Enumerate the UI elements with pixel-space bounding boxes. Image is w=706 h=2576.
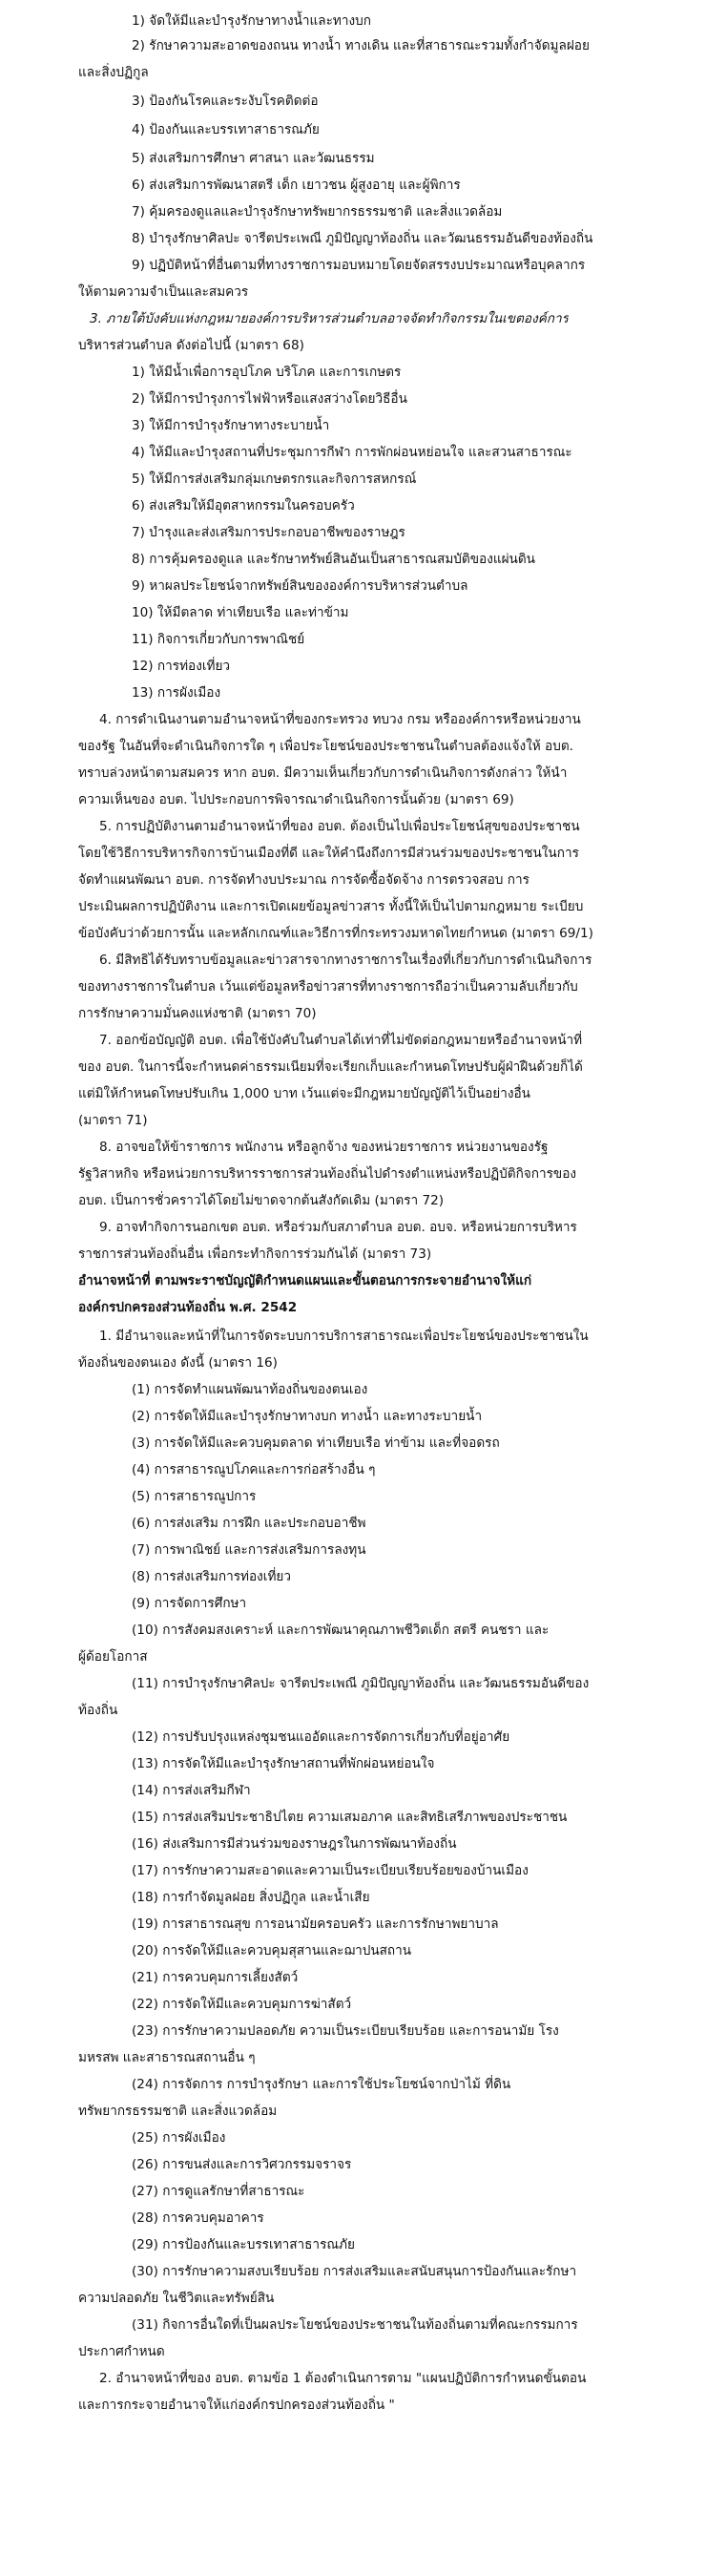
text-line: 9) หาผลประโยชน์จากทรัพย์สินขององค์การบริหารส่วนตำบล <box>132 577 468 594</box>
text-line: 9) ปฏิบัติหน้าที่อื่นตามที่ทางราชการมอบหมายโดยจัดสรรงบประมาณหรือบุคลากร <box>132 257 586 273</box>
text-line: 6) ส่งเสริมให้มีอุตสาหกรรมในครอบครัว <box>132 497 355 513</box>
text-line: (22) การจัดให้มีและควบคุมการฆ่าสัตว์ <box>132 1996 352 2012</box>
text-line: 2) ให้มีการบำรุงการไฟฟ้าหรือแสงสว่างโดยวิธีอื่น <box>132 390 407 407</box>
text-line: 7) บำรุงและส่งเสริมการประกอบอาชีพของราษฎร <box>132 524 405 540</box>
text-line: (27) การดูแลรักษาที่สาธารณะ <box>132 2183 305 2199</box>
text-line: (16) ส่งเสริมการมีส่วนร่วมของราษฎรในการพัฒนาท้องถิ่น <box>132 1835 457 1852</box>
text-line: 5) ให้มีการส่งเสริมกลุ่มเกษตรกรและกิจการสหกรณ์ <box>132 471 417 487</box>
section-heading-line: อำนาจหน้าที่ ตามพระราชบัญญัติกำหนดแผนและขั้นตอนการกระจายอำนาจให้แก่ <box>78 1272 532 1288</box>
text-line: (21) การควบคุมการเลี้ยงสัตว์ <box>132 1969 299 1985</box>
text-line: (11) การบำรุงรักษาศิลปะ จารีตประเพณี ภูมิปัญญาท้องถิ่น และวัฒนธรรมอันดีของ <box>132 1675 590 1691</box>
text-line: ความเห็นของ อบต. ไปประกอบการพิจารณาดำเนินกิจการนั้นด้วย (มาตรา 69) <box>78 791 514 807</box>
text-line: มหรสพ และสาธารณสถานอื่น ๆ <box>78 2049 256 2065</box>
text-line: (10) การสังคมสงเคราะห์ และการพัฒนาคุณภาพชีวิตเด็ก สตรี คนชรา และ <box>132 1622 550 1638</box>
text-line: การรักษาความมั่นคงแห่งชาติ (มาตรา 70) <box>78 1005 317 1021</box>
text-line: (25) การผังเมือง <box>132 2129 226 2146</box>
text-line: (17) การรักษาความสะอาดและความเป็นระเบียบเรียบร้อยของบ้านเมือง <box>132 1862 529 1878</box>
text-line: 7) คุ้มครองดูแลและบำรุงรักษาทรัพยากรธรรมชาติ และสิ่งแวดล้อม <box>132 203 503 220</box>
text-line: (1) การจัดทำแผนพัฒนาท้องถิ่นของตนเอง <box>132 1381 368 1397</box>
text-line: (30) การรักษาความสงบเรียบร้อย การส่งเสริมและสนับสนุนการป้องกันและรักษา <box>132 2263 577 2279</box>
text-line: 10) ให้มีตลาด ท่าเทียบเรือ และท่าข้าม <box>132 604 349 620</box>
text-line: ประเมินผลการปฏิบัติงาน และการเปิดเผยข้อมูลข่าวสาร ทั้งนี้ให้เป็นไปตามกฎหมาย ระเบียบ <box>78 898 584 914</box>
text-line: ข้อบังคับว่าด้วยการนั้น และหลักเกณฑ์และวิธีการที่กระทรวงมหาดไทยกำหนด (มาตรา 69/1) <box>78 925 593 941</box>
text-line: 4. การดำเนินงานตามอำนาจหน้าที่ของกระทรวง ทบวง กรม หรือองค์การหรือหน่วยงาน <box>99 711 581 727</box>
text-line: 8) บำรุงรักษาศิลปะ จารีตประเพณี ภูมิปัญญาท้องถิ่น และวัฒนธรรมอันดีของท้องถิ่น <box>132 230 593 246</box>
text-line: (24) การจัดการ การบำรุงรักษา และการใช้ประโยชน์จากป่าไม้ ที่ดิน <box>132 2076 511 2092</box>
text-line: ประกาศกำหนด <box>78 2343 165 2359</box>
text-line: อบต. เป็นการชั่วคราวได้โดยไม่ขาดจากต้นสังกัดเดิม (มาตรา 72) <box>78 1192 445 1208</box>
text-line: 5) ส่งเสริมการศึกษา ศาสนา และวัฒนธรรม <box>132 150 375 166</box>
text-line: 4) ให้มีและบำรุงสถานที่ประชุมการกีฬา การพักผ่อนหย่อนใจ และสวนสาธารณะ <box>132 444 572 460</box>
text-line: ผู้ด้อยโอกาส <box>78 1648 148 1665</box>
text-line: (9) การจัดการศึกษา <box>132 1595 247 1611</box>
text-line: ท้องถิ่นของตนเอง ดังนี้ (มาตรา 16) <box>78 1354 278 1371</box>
text-line: 8) การคุ้มครองดูแล และรักษาทรัพย์สินอันเป็นสาธารณสมบัติของแผ่นดิน <box>132 551 535 567</box>
text-line: 9. อาจทำกิจการนอกเขต อบต. หรือร่วมกับสภาตำบล อบต. อบจ. หรือหน่วยการบริหาร <box>99 1219 577 1235</box>
text-line: 2. อำนาจหน้าที่ของ อบต. ตามข้อ 1 ต้องดำเนินการตาม "แผนปฏิบัติการกำหนดขั้นตอน <box>99 2370 587 2386</box>
text-line: 1) จัดให้มีและบำรุงรักษาทางน้ำและทางบก <box>132 12 371 29</box>
text-line: (3) การจัดให้มีและควบคุมตลาด ท่าเทียบเรือ ท่าข้าม และที่จอดรถ <box>132 1435 500 1451</box>
text-line: 13) การผังเมือง <box>132 684 221 701</box>
text-line: (8) การส่งเสริมการท่องเที่ยว <box>132 1568 292 1584</box>
text-line: ราชการส่วนท้องถิ่นอื่น เพื่อกระทำกิจการร่วมกันได้ (มาตรา 73) <box>78 1246 432 1262</box>
text-line: 1) ให้มีน้ำเพื่อการอุปโภค บริโภค และการเกษตร <box>132 364 402 380</box>
text-line: (12) การปรับปรุงแหล่งชุมชนแออัดและการจัดการเกี่ยวกับที่อยู่อาศัย <box>132 1728 510 1745</box>
text-line: 12) การท่องเที่ยว <box>132 658 231 674</box>
text-line: 7. ออกข้อบัญญัติ อบต. เพื่อใช้บังคับในตำบลได้เท่าที่ไม่ขัดต่อกฎหมายหรืออำนาจหน้าที่ <box>99 1032 583 1048</box>
text-line: (26) การขนส่งและการวิศวกรรมจราจร <box>132 2156 352 2172</box>
section-heading-line: องค์กรปกครองส่วนท้องถิ่น พ.ศ. 2542 <box>78 1299 298 1315</box>
text-line: (2) การจัดให้มีและบำรุงรักษาทางบก ทางน้ำ และทางระบายน้ำ <box>132 1408 483 1424</box>
text-line: ของ อบต. ในการนี้จะกำหนดค่าธรรมเนียมที่จะเรียกเก็บและกำหนดโทษปรับผู้ฝ่าฝืนด้วยก็ได้ <box>78 1058 583 1075</box>
text-line: (4) การสาธารณูปโภคและการก่อสร้างอื่น ๆ <box>132 1461 376 1477</box>
text-line: (20) การจัดให้มีและควบคุมสุสานและฌาปนสถาน <box>132 1942 412 1958</box>
text-line: ให้ตามความจำเป็นและสมควร <box>78 283 249 300</box>
text-line: 1. มีอำนาจและหน้าที่ในการจัดระบบการบริการสาธารณะเพื่อประโยชน์ของประชาชนใน <box>99 1328 589 1344</box>
text-line: 2) รักษาความสะอาดของถนน ทางน้ำ ทางเดิน และที่สาธารณะรวมทั้งกำจัดมูลฝอย <box>132 37 590 53</box>
text-line: ทรัพยากรธรรมชาติ และสิ่งแวดล้อม <box>78 2103 278 2119</box>
text-line: (14) การส่งเสริมกีฬา <box>132 1782 251 1798</box>
text-line: แต่มิให้กำหนดโทษปรับเกิน 1,000 บาท เว้นแต่จะมีกฎหมายบัญญัติไว้เป็นอย่างอื่น <box>78 1085 530 1101</box>
text-line: 11) กิจการเกี่ยวกับการพาณิชย์ <box>132 631 305 647</box>
text-line: บริหารส่วนตำบล ดังต่อไปนี้ (มาตรา 68) <box>78 337 304 353</box>
text-line: (15) การส่งเสริมประชาธิปไตย ความเสมอภาค และสิทธิเสรีภาพของประชาชน <box>132 1809 568 1825</box>
text-line: (6) การส่งเสริม การฝึก และประกอบอาชีพ <box>132 1515 366 1531</box>
text-line: จัดทำแผนพัฒนา อบต. การจัดทำงบประมาณ การจัดซื้อจัดจ้าง การตรวจสอบ การ <box>78 871 530 888</box>
text-line: โดยใช้วิธีการบริหารกิจการบ้านเมืองที่ดี และให้คำนึงถึงการมีส่วนร่วมของประชาชนในการ <box>78 845 579 861</box>
text-line: 5. การปฏิบัติงานตามอำนาจหน้าที่ของ อบต. ต้องเป็นไปเพื่อประโยชน์สุขของประชาชน <box>99 818 580 834</box>
text-line: (28) การควบคุมอาคาร <box>132 2209 264 2226</box>
text-line: (29) การป้องกันและบรรเทาสาธารณภัย <box>132 2236 355 2252</box>
text-line: ของรัฐ ในอันที่จะดำเนินกิจการใด ๆ เพื่อประโยชน์ของประชาชนในตำบลต้องแจ้งให้ อบต. <box>78 738 573 754</box>
text-line: (19) การสาธารณสุข การอนามัยครอบครัว และการรักษาพยาบาล <box>132 1916 499 1932</box>
text-line: (7) การพาณิชย์ และการส่งเสริมการลงทุน <box>132 1541 366 1558</box>
text-line: 3) ป้องกันโรคและระงับโรคติดต่อ <box>132 93 319 109</box>
text-line: ของทางราชการในตำบล เว้นแต่ข้อมูลหรือข่าวสารที่ทางราชการถือว่าเป็นความลับเกี่ยวกับ <box>78 978 578 995</box>
text-line: (มาตรา 71) <box>78 1112 148 1128</box>
text-line: 3. ภายใต้บังคับแห่งกฎหมายองค์การบริหารส่วนตำบลอาจจัดทำกิจกรรมในเขตองค์การ <box>90 310 569 326</box>
text-line: 6) ส่งเสริมการพัฒนาสตรี เด็ก เยาวชน ผู้สูงอายุ และผู้พิการ <box>132 177 461 193</box>
text-line: และการกระจายอำนาจให้แก่องค์กรปกครองส่วนท้องถิ่น " <box>78 2397 395 2413</box>
text-line: ความปลอดภัย ในชีวิตและทรัพย์สิน <box>78 2290 275 2306</box>
text-line: 3) ให้มีการบำรุงรักษาทางระบายน้ำ <box>132 417 330 433</box>
text-line: ท้องถิ่น <box>78 1702 118 1718</box>
text-line: 8. อาจขอให้ข้าราชการ พนักงาน หรือลูกจ้าง ของหน่วยราชการ หน่วยงานของรัฐ <box>99 1139 549 1155</box>
text-line: และสิ่งปฏิกูล <box>78 64 149 80</box>
text-line: (5) การสาธารณูปการ <box>132 1488 257 1504</box>
text-line: ทราบล่วงหน้าตามสมควร หาก อบต. มีความเห็นเกี่ยวกับการดำเนินกิจการดังกล่าว ให้นำ <box>78 764 568 781</box>
text-line: รัฐวิสาหกิจ หรือหน่วยการบริหารราชการส่วนท้องถิ่นไปดำรงตำแหน่งหรือปฏิบัติกิจการของ <box>78 1165 577 1182</box>
text-line: (23) การรักษาความปลอดภัย ความเป็นระเบียบเรียบร้อย และการอนามัย โรง <box>132 2022 559 2039</box>
text-line: (18) การกำจัดมูลฝอย สิ่งปฏิกูล และน้ำเสีย <box>132 1889 370 1905</box>
text-line: 6. มีสิทธิได้รับทราบข้อมูลและข่าวสารจากทางราชการในเรื่องที่เกี่ยวกับการดำเนินกิจการ <box>99 952 592 968</box>
text-line: (31) กิจการอื่นใดที่เป็นผลประโยชน์ของประชาชนในท้องถิ่นตามที่คณะกรรมการ <box>132 2316 578 2333</box>
text-line: (13) การจัดให้มีและบำรุงรักษาสถานที่พักผ่อนหย่อนใจ <box>132 1755 435 1771</box>
text-line: 4) ป้องกันและบรรเทาสาธารณภัย <box>132 121 320 137</box>
